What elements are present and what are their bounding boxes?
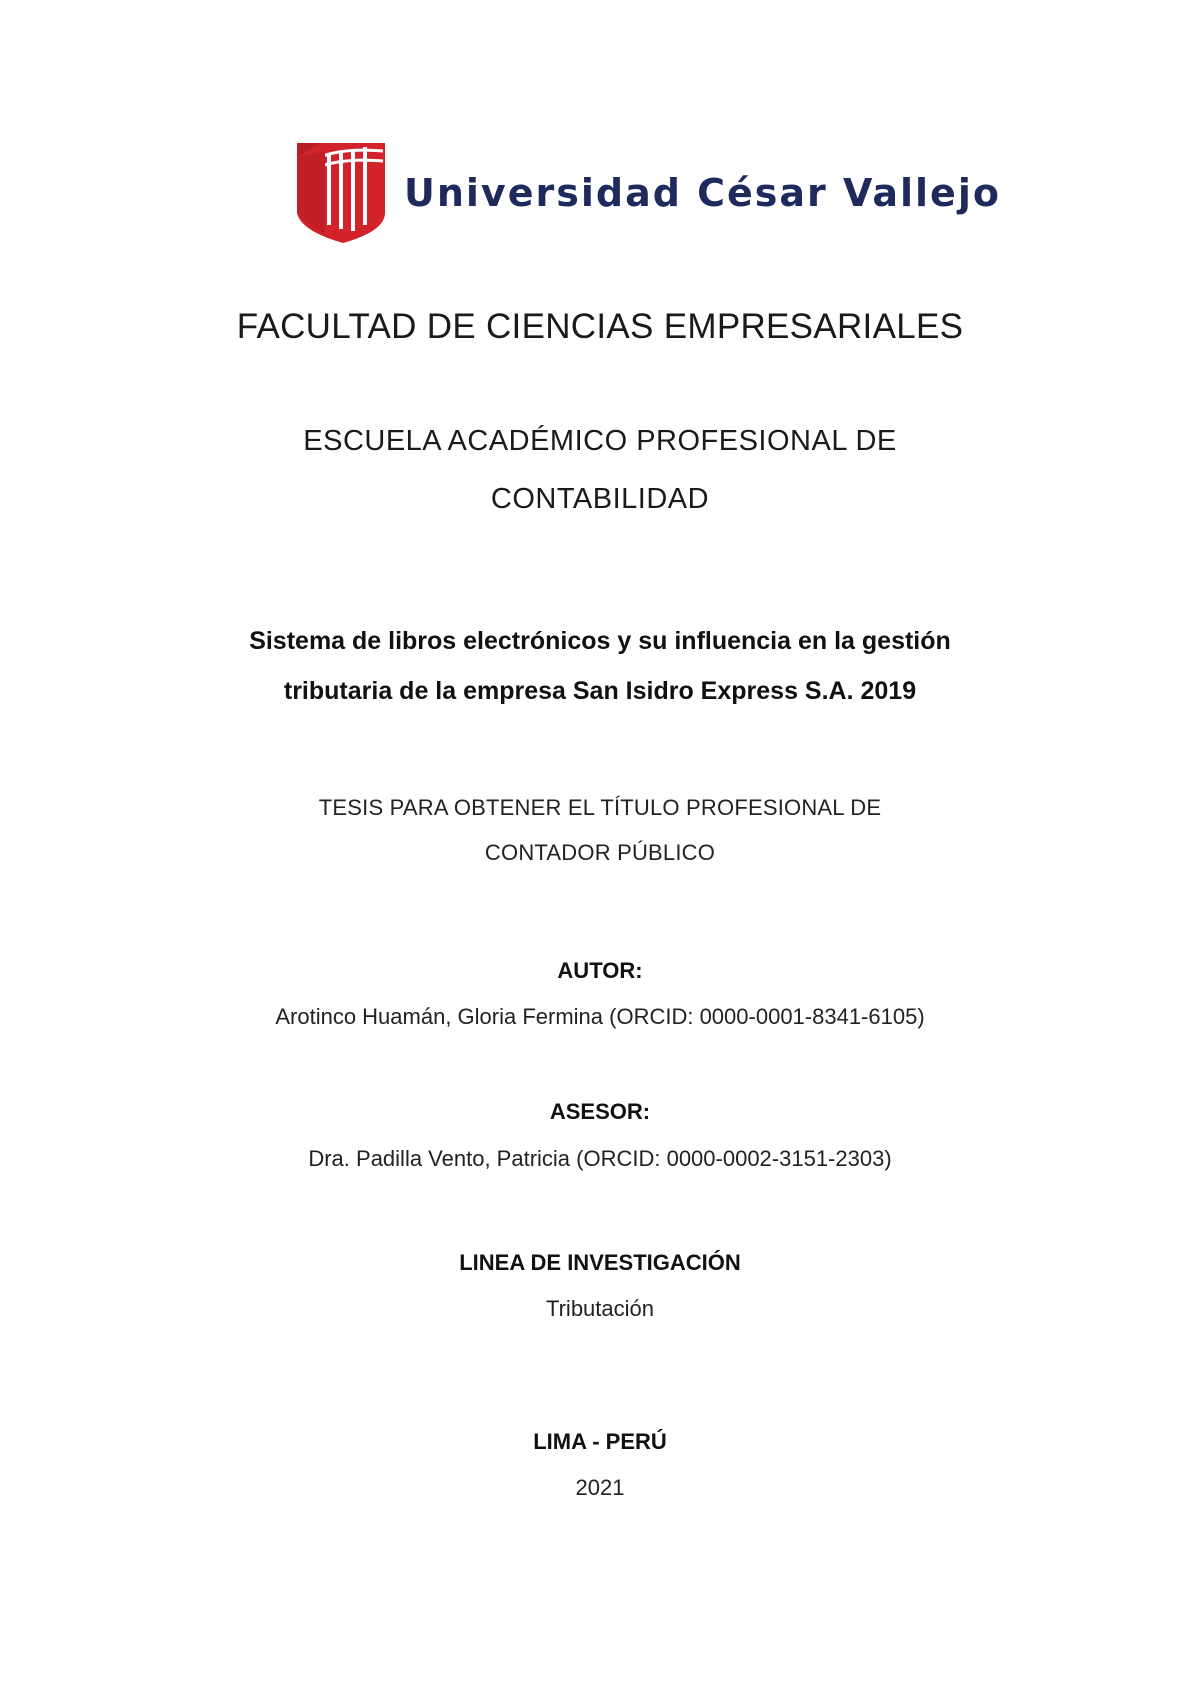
faculty-name: FACULTAD DE CIENCIAS EMPRESARIALES xyxy=(236,307,964,346)
year-value: 2021 xyxy=(575,1475,625,1500)
place-label: LIMA - PERÚ xyxy=(533,1429,667,1454)
school-name-line-1: ESCUELA ACADÉMICO PROFESIONAL DE xyxy=(303,425,897,457)
advisor-label: ASESOR: xyxy=(549,1099,651,1124)
school-name-line-2: CONTABILIDAD xyxy=(490,483,710,515)
thesis-title-line-1: Sistema de libros electrónicos y su influencia en la gestión xyxy=(249,627,951,655)
author-label: AUTOR: xyxy=(557,958,643,983)
university-name: Universidad César Vallejo xyxy=(404,171,1001,215)
research-line-value: Tributación xyxy=(545,1296,654,1321)
thesis-title-line-2: tributaria de la empresa San Isidro Express S.A. 2019 xyxy=(283,677,917,705)
research-line-label: LINEA DE INVESTIGACIÓN xyxy=(459,1250,741,1275)
author-value: Arotinco Huamán, Gloria Fermina (ORCID: 0000-0001-8341-6105) xyxy=(275,1004,925,1029)
degree-statement-line-2: CONTADOR PÚBLICO xyxy=(484,840,716,865)
degree-statement-line-1: TESIS PARA OBTENER EL TÍTULO PROFESIONAL DE xyxy=(318,795,882,820)
university-logo xyxy=(297,143,1001,245)
university-shield-icon xyxy=(297,143,385,243)
advisor-value: Dra. Padilla Vento, Patricia (ORCID: 0000-0002-3151-2303) xyxy=(308,1146,892,1171)
